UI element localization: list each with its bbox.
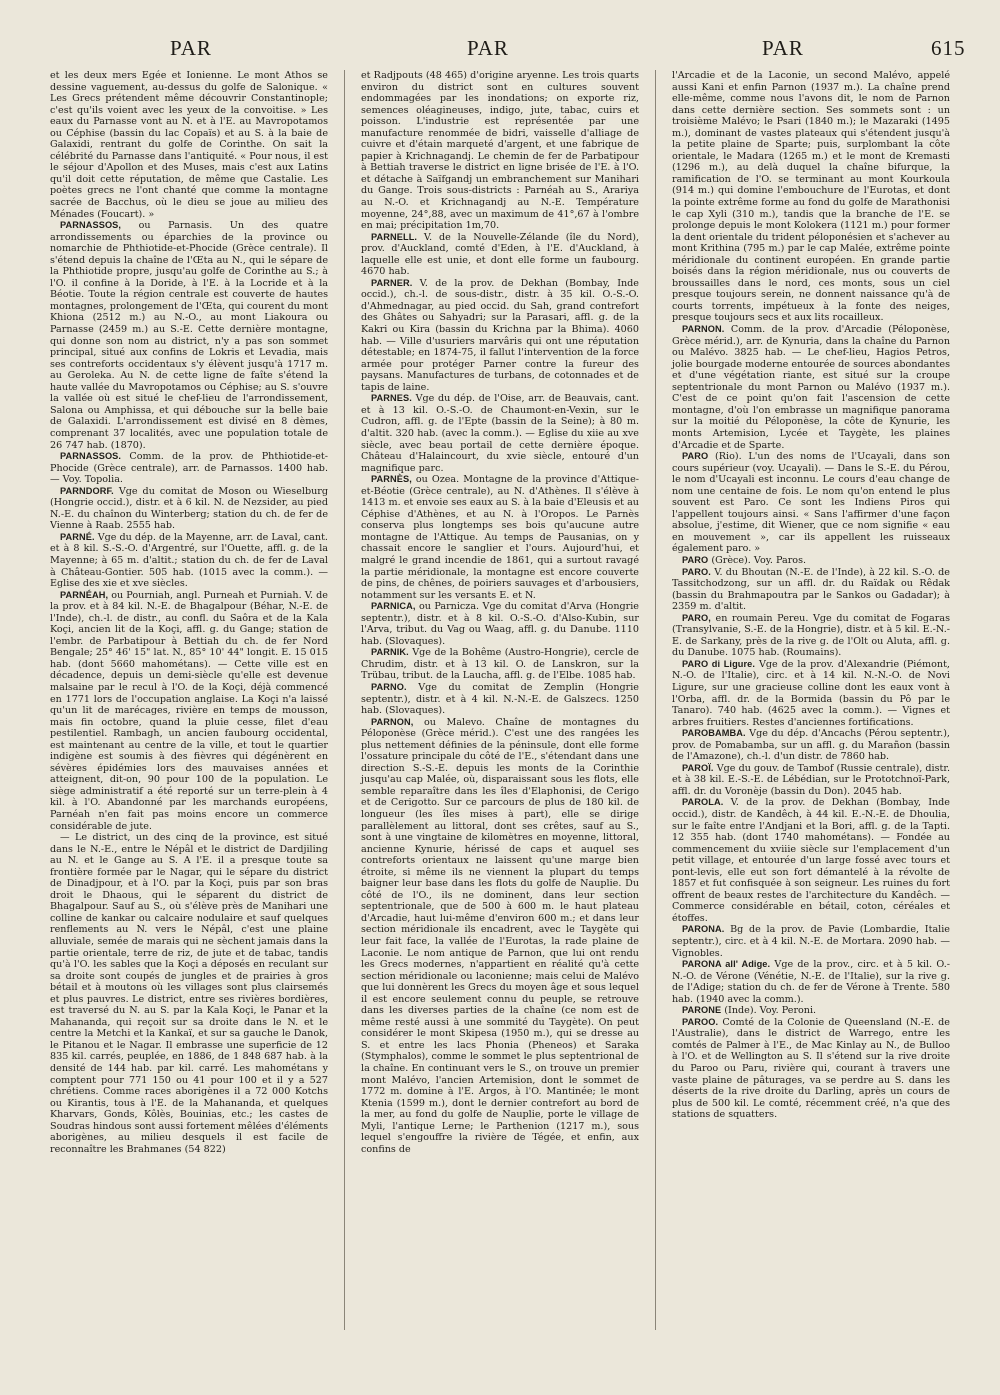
entry-headword: PARONE: [682, 1005, 722, 1016]
dictionary-entry: [672, 70, 950, 324]
entry-text: ou Parnicza. Vge du comitat d'Arva (Hongrie septentr.), distr. et à 8 kil. O.-S.-O. d'Also-Kubin, sur l'Arva, tribut. du Vag ou Waag, affl. g. du Danube. 1110 hab. (Slovaques).: [361, 601, 639, 647]
dictionary-entry: [672, 1017, 950, 1121]
dictionary-entry: [672, 567, 950, 613]
dictionary-entry: [50, 486, 328, 532]
dictionary-entry: [672, 797, 950, 924]
dictionary-entry: [361, 717, 639, 1156]
entry-text: en roumain Pereu. Vge du comitat de Fogaras (Transylvanie, S.-E. de la Hongrie), distr. et à 5 kil. E.-N.-E. de Sarkany, près de la rive g. de l'Olt ou Aluta, affl. g. du Danube. 1075 hab. (Roumains).: [672, 612, 950, 659]
entry-text: Vge du dép. de l'Oise, arr. de Beauvais, cant. et à 13 kil. O.-S.-O. de Chaumont-en-Vexin, sur le Cudron, affl. g. de l'Epte (bassin de la Seine); à 80 m. d'altit. 320 hab. (avec la comm.). — Eglise du xiie au xve siècle, avec beau portail de cette dernière époque. Château d'Halaincourt, du xvie siècle, entouré d'un magnifique parc.: [361, 393, 639, 474]
entry-headword: PARNÈS,: [371, 474, 412, 485]
entry-text: V. du Bhoutan (N.-E. de l'Inde), à 22 kil. S.-O. de Tassitchodzong, sur un affl. dr. du Raïdak ou Rêdak (bassin du Brahmapoutra par le Sankos ou Gadadar); à 2359 m. d'altit.: [672, 566, 950, 613]
dictionary-entry: [50, 220, 328, 451]
entry-text: Comm. de la prov. de Phthiotide-et-Phocide (Grèce centrale), arr. de Parnassos. 1400 hab. — Voy. Topolia.: [50, 451, 328, 486]
entry-headword: PARNELL.: [371, 231, 418, 242]
entry-headword: PARNASSOS.: [60, 451, 122, 462]
entry-headword: PARO.: [682, 566, 711, 577]
entry-headword: PARO di Ligure.: [682, 658, 756, 669]
entry-text: (Inde). Voy. Peroni.: [724, 1005, 817, 1017]
entry-headword: PAROO.: [682, 1016, 719, 1027]
dictionary-entry: [672, 959, 950, 1005]
dictionary-entry: [361, 70, 639, 232]
entry-text: ou Parnasis. Un des quatre arrondissements ou éparchies de la province ou nomarchie de Phthiotide-et-Phocide (Grèce centrale). Il s'étend depuis la chaîne de l'Œta au N., qui le sépare de la Phthiotide propre, jusqu'au golfe de Corinthe au S.; à l'O. il confine à la Doride, à l'E. à la Locride et à la Béotie. Toute la région centrale est couverte de hautes montagnes, prolongement de l'Œta, qui courent du mont Khiona (2512 m.) au N.-O., au mont Liakoura ou Parnasse (2459 m.) au S.-E. Cette dernière montagne, qui donne son nom au district, n'y a pas son sommet principal, situé aux confins de Lokris et Levadia, mais ses contreforts occidentaux s'y élèvent jusqu'à 1717 m. au Geroleka. Au N. de cette ligne de faîte s'étend la haute vallée du Mavropotamos ou Céphise; au S. s'ouvre la vallée où est situé le chef-lieu de l'arrondissement, Salona ou Amphissa, et qui débouche sur la belle baie de Galaxidi. L'arrondissement est divisé en 8 dèmes, comprenant 37 localités, avec une population totale de 26 747 hab. (1870).: [50, 220, 328, 451]
entry-text: Vge du comitat de Zemplin (Hongrie septentr.), distr. et à 4 kil. N.-N.-E. de Galszecs. 1250 hab. (Slovaques).: [361, 681, 639, 717]
dictionary-entry: [361, 393, 639, 474]
entry-headword: PARNICA,: [371, 601, 416, 612]
entry-headword: PARO: [682, 451, 709, 462]
entry-headword: PAROBAMBA.: [682, 728, 746, 739]
entry-text: Vge de la prov. d'Alexandrie (Piémont, N.-O. de l'Italie), circ. et à 14 kil. N.-N.-O. de Novi Ligure, sur une gracieuse colline dont les eaux vont à l'Orba, affl. dr. de la Bormida (bassin du Pô par le Tanaro). 740 hab. (4625 avec la comm.). — Vignes et arbres fruitiers. Restes d'anciennes fortifications.: [672, 658, 950, 728]
entry-headword: PARO: [682, 554, 709, 565]
column-2: [361, 70, 639, 1330]
entry-text: Comm. de la prov. d'Arcadie (Péloponèse, Grèce mérid.), arr. de Kynuria, dans la chaîne du Parnon ou Malévo. 3825 hab. — Le chef-lieu, Hagios Petros, jolie bourgade moderne entourée de sources abondantes et d'une végétation riante, est situé sur la croupe septentrionale du mont Parnon ou Malévo (1937 m.). C'est de ce point qu'on fait l'ascension de cette montagne, d'où l'on embrasse un magnifique panorama sur la moitié du Péloponèse, la côte de Kynurie, les monts Artemision, Lycée et Taygète, les plaines d'Arcadie et de Sparte.: [672, 324, 950, 451]
entry-headword: PARONA.: [682, 924, 725, 935]
entry-text: V. de la prov. de Dekhan (Bombay, Inde occid.), distr. de Kandêch, à 44 kil. E.-N.-E. de Dhoulia, sur le faîte entre l'Andjani et la Bori, affl. g. de la Tapti. 12 355 hab. (dont 1740 mahométans). — Fondée au commencement du xviiie siècle sur l'emplacement d'un petit village, et entourée d'un large fossé avec tours et pont-levis, elle eut son fort démantelé à la révolte de 1857 et fut confisquée à son seigneur. Les ruines du fort offrent de beaux restes de l'architecture du Kandêch. — Commerce considérable en bétail, coton, céréales et étoffes.: [672, 797, 950, 924]
entry-headword: PARO,: [682, 612, 711, 623]
dictionary-entry: [50, 590, 328, 832]
column-1: [50, 70, 328, 1330]
dictionary-entry: [361, 232, 639, 278]
entry-text: Comté de la Colonie de Queensland (N.-E. de l'Australie), dans le district de Warrego, entre les comtés de Palmer à l'E., de Mac Kinlay au N., de Bulloo à l'O. et de Wellington au S. Il s'étend sur la rive droite du Paroo ou Paru, rivière qui, courant à travers une vaste plaine de pâturages, va se perdre au S. dans les déserts de la rive droite du Darling, après un cours de plus de 500 kil. Le comté, récemment créé, n'a que des stations de squatters.: [672, 1016, 950, 1121]
entry-text: ou Pourniah, angl. Purneah et Purniah. V. de la prov. et à 84 kil. N.-E. de Bhagalpour (Béhar, N.-E. de l'Inde), ch.-l. de distr., au confl. du Saôra et de la Kala Koçi, ancien lit de la Koçi, affl. g. du Gange; station de l'embr. de Parbatipour à Bettiah du ch. de fer Nord Bengale; 25° 46' 15" lat. N., 85° 10' 44" longit. E. 15 015 hab. (dont 5660 mahométans). — Cette ville est en décadence, depuis un demi-siècle qu'elle est devenue malsaine par le recul à l'O. de la Koçi, déjà commencé en 1771 lors de l'occupation anglaise. La Koçi n'a laissé qu'un lit de marécages, rivière en temps de mousson, mais fin octobre, quand la pluie cesse, filet d'eau pestilentiel. Rambagh, un ancien faubourg occidental, est maintenant au centre de la ville, et tout le quartier indigène est soumis à des fièvres qui dégénèrent en sévères épidémies lors des mauvaises années et atteignent, dit-on, 90 pour 100 de la population. Le siège administratif a été reporté sur un terre-plein à 4 kil. à l'O. Abandonné par les marchands européens, Parnéah n'en fait pas moins encore un commerce considérable de jute.: [50, 589, 328, 832]
entry-headword: PARNON,: [371, 716, 414, 727]
dictionary-entry: [50, 451, 328, 486]
header-center-word: PAR: [467, 36, 509, 60]
dictionary-entry: [361, 682, 639, 717]
entry-text: Vge du gouv. de Tambof (Russie centrale), distr. et à 38 kil. E.-S.-E. de Lébédian, sur le Prototchnoï-Park, affl. dr. du Voronèje (bassin du Don). 2045 hab.: [672, 762, 950, 797]
running-header: [0, 36, 1000, 66]
dictionary-entry: [672, 1005, 950, 1017]
entry-text: ou Malevo. Chaîne de montagnes du Péloponèse (Grèce mérid.). C'est une des rangées les plus nettement définies de la péninsule, dont elle forme l'ossature principale du côté de l'E., s'étendant dans une direction S.-S.-E. depuis les monts de la Corinthie jusqu'au cap Malée, où, disparaissant sous les flots, elle semble reparaître dans les îles d'Elaphonisi, de Cerigo et de Cerigotto. Sur ce parcours de plus de 180 kil. de longueur (les îles mises à part), elle se dirige parallèlement au littoral, dont ses crêtes, sauf au S., sont à une vingtaine de kilomètres en moyenne, littoral, ancienne Kynurie, hérissé de caps et auquel ses contreforts orientaux ne laissent qu'une marge bien étroite, si même ils ne viennent la plupart du temps baigner leur base dans les flots du golfe de Nauplie. Du côté de l'O., ils ne dominent, dans leur section septentrionale, que de 500 à 600 m. le haut plateau d'Arcadie, haut lui-même d'environ 600 m.; et dans leur section méridionale ils encadrent, avec le Taygète qui leur fait face, la vallée de l'Eurotas, la rade plaine de Laconie. Le nom antique de Parnon, que lui ont rendu les Grecs modernes, n'appartient en réalité qu'à cette section méridionale ou laconienne; mais celui de Malévo que lui donnèrent les Grecs du moyen âge et sous lequel il est encore seulement connu du peuple, se retrouve dans les diverses parties de la chaîne (ce nom est de même resté aussi à une sommité du Taygète). On peut considérer le mont Skipesa (1950 m.), qui se dresse au S. et entre les lacs Phonia (Pheneos) et Saraka (Stymphalos), comme le sommet le plus septentrional de la chaîne. En continuant vers le S., on trouve un premier mont Malévo, l'ancien Artemision, dont le sommet de 1772 m. domine à l'E. Argos, à l'O. Mantinée; le mont Ktenia (1599 m.), dont le dernier contrefort au bord de la mer, au fond du golfe de Nauplie, porte le village de Myli, l'antique Lerne; le Parthenion (1217 m.), sous lequel s'engouffre la rivière de Tégée, et enfin, aux confins de: [361, 716, 639, 1155]
dictionary-entry: [361, 278, 639, 393]
entry-text: et les deux mers Egée et Ionienne. Le mont Athos se dessine vaguement, au-dessus du golfe de Salonique. « Les Grecs prétendent même découvrir Constantinople; c'est qu'ils voient avec les yeux de la convoitise. » Les eaux du Parnasse vont au N. et à l'E. au Mavropotamos ou Céphise (bassin du lac Copaïs) et au S. à la baie de Galaxidi, rentrant du golfe de Corinthe. On sait la célébrité du Parnasse dans l'antiquité. « Pour nous, il est le séjour d'Apollon et des Muses, mais c'est aux Latins qu'il doit cette réputation, de même que Castalie. Les poètes grecs ne l'ont chanté que comme la montagne sacrée de Bacchus, où le dieu se joue au milieu des Ménades (Foucart). »: [50, 70, 328, 220]
page-number: 615: [931, 36, 966, 60]
dictionary-entry: [361, 647, 639, 682]
entry-headword: PARONA all' Adige.: [682, 959, 771, 970]
entry-headword: PARNIK.: [371, 647, 409, 658]
entry-headword: PARNASSOS,: [60, 220, 122, 231]
dictionary-entry: [50, 832, 328, 1155]
dictionary-entry: [50, 70, 328, 220]
entry-text: et Radjpouts (48 465) d'origine aryenne. Les trois quarts environ du district sont en cultures souvent endommagées par les inondations; on exporte riz, semences oléagineuses, indigo, jute, tabac, cuirs et poisson. L'industrie est représentée par une manufacture renommée de bidri, vaisselle d'alliage de cuivre et d'étain marqueté d'argent, et une fabrique de papier à Krichnagandj. Le chemin de fer de Parbatipour à Bettiah traverse le district en ligne brisée de l'E. à l'O. et détache à Saïfgandj un embranchement sur Manihari du Gange. Trois sous-districts : Parnéah au S., Arariya au N.-O. et Krichnagandj au N.-E. Température moyenne, 24°,88, avec un maximum de 41°,67 à l'ombre en mai; précipitation 1m,70.: [361, 70, 639, 232]
entry-text: ou Ozea. Montagne de la province d'Attique-et-Béotie (Grèce centrale), au N. d'Athènes. Il s'élève à 1413 m. et envoie ses eaux au S. à la baie d'Eleusis et au Céphise d'Athènes, et au N. à l'Oropos. Le Parnès conserva plus longtemps ses bois qu'aucune autre montagne de l'Attique. Au temps de Pausanias, on y chassait encore le sanglier et l'ours. Aujourd'hui, et malgré le grand incendie de 1861, qui a surtout ravagé la partie méridionale, la montagne est encore couverte de pins, de chênes, de poiriers sauvages et d'arbousiers, notamment sur les versants E. et N.: [361, 474, 639, 601]
entry-headword: PAROÏ.: [682, 762, 714, 773]
entry-headword: PAROLA.: [682, 797, 724, 808]
entry-text: Vge de la prov., circ. et à 5 kil. O.-N.-O. de Vérone (Vénétie, N.-E. de l'Italie), sur la rive g. de l'Adige; station du ch. de fer de Vérone à Trente. 580 hab. (1940 avec la comm.).: [672, 959, 950, 1005]
entry-text: V. de la prov. de Dekhan (Bombay, Inde occid.), ch.-l. de sous-distr., distr. à 35 kil. O.-S.-O. d'Ahmednagar, au pied occid. du Sah, grand contrefort des Ghâtes ou Sahyadri; sur la Parasari, affl. g. de la Kakri ou Kira (bassin du Krichna par la Bhima). 4060 hab. — Ville d'usuriers marvâris qui ont une réputation détestable; en 1874-75, il fallut l'intervention de la force armée pour protéger Parner contre la fureur des paysans. Manufactures de turbans, de cotonnades et de tapis de laine.: [361, 277, 639, 393]
entry-text: (Grèce). Voy. Paros.: [711, 554, 807, 566]
entry-headword: PARNO.: [371, 681, 407, 692]
dictionary-entry: [361, 601, 639, 647]
dictionary-entry: [361, 474, 639, 601]
entry-headword: PARNON.: [682, 324, 725, 335]
text-columns: [50, 70, 950, 1330]
dictionary-entry: [672, 613, 950, 659]
entry-text: Bg de la prov. de Pavie (Lombardie, Italie septentr.), circ. et à 4 kil. N.-E. de Mortara. 2090 hab. — Vignobles.: [672, 924, 950, 959]
dictionary-entry: [672, 451, 950, 555]
entry-headword: PARNER.: [371, 277, 413, 288]
dictionary-entry: [672, 763, 950, 798]
dictionary-entry: [672, 555, 950, 567]
entry-headword: PARNÉAH,: [60, 589, 109, 600]
entry-headword: PARNES.: [371, 393, 412, 404]
column-3: [672, 70, 950, 1330]
dictionary-entry: [672, 324, 950, 451]
entry-headword: PARNÉ.: [60, 531, 95, 542]
entry-text: Vge de la Bohême (Austro-Hongrie), cercle de Chrudim, distr. et à 13 kil. O. de Lanskron, sur la Trübau, tribut. de la Laucha, affl. g. de l'Elbe. 1085 hab.: [361, 647, 639, 682]
entry-text: Vge du comitat de Moson ou Wieselburg (Hongrie occid.), distr. et à 6 kil. N. de Nezsider, au pied N.-E. du chaînon du Winterberg; station du ch. de fer de Vienne à Raab. 2555 hab.: [50, 485, 328, 532]
entry-text: (Rio). L'un des noms de l'Ucayali, dans son cours supérieur (voy. Ucayali). — Dans le S.-E. du Pérou, le nom d'Ucayali est inconnu. Le cours d'eau change de nom une centaine de fois. Le nom qu'on entend le plus souvent est Paro. Ce sont les Indiens Piros qui l'appellent toujours ainsi. « Sans l'affirmer d'une façon absolue, j'estime, dit Wiener, que ce nom signifie « eau en mouvement », car ils appellent les ruisseaux également paro. »: [672, 451, 950, 555]
dictionary-entry: [672, 728, 950, 763]
entry-text: V. de la Nouvelle-Zélande (île du Nord), prov. d'Auckland, comté d'Eden, à l'E. d'Auckland, à laquelle elle est unie, et dont elle forme un faubourg. 4670 hab.: [361, 231, 639, 278]
dictionary-entry: [672, 924, 950, 959]
entry-text: Vge du dép. d'Ancachs (Pérou septentr.), prov. de Pomabamba, sur un affl. g. du Marañon (bassin de l'Amazone), ch.-l. d'un distr. de 7860 hab.: [672, 728, 950, 763]
entry-text: Vge du dép. de la Mayenne, arr. de Laval, cant. et à 8 kil. S.-S.-O. d'Argentré, sur l'Ouette, affl. g. de la Mayenne; à 65 m. d'altit.; station du ch. de fer de Laval à Château-Gontier. 505 hab. (1015 avec la comm.). — Eglise des xie et xve siècles.: [50, 531, 328, 590]
header-right-word: PAR: [762, 36, 804, 60]
header-left-word: PAR: [170, 36, 212, 60]
entry-text: l'Arcadie et de la Laconie, un second Malévo, appelé aussi Kani et enfin Parnon (1937 m.). La chaîne prend elle-même, comme nous l'avons dit, le nom de Parnon dans cette dernière section. Ses sommets sont : un troisième Malévo; le Psari (1840 m.); le Mazaraki (1495 m.), dominant de vastes plateaux qui s'étendent jusqu'à la petite plaine de Sparte; puis, surplombant la côte orientale, le Madara (1265 m.) et le mont de Kremasti (1296 m.), au delà duquel la chaîne bifurque, la ramification de l'O. se terminant au mont Kourkoula (914 m.) qui domine l'embouchure de l'Eurotas, et dont la pointe extrême forme au fond du golfe de Marathonisi le cap Xyli (310 m.), tandis que la branche de l'E. se prolonge depuis le mont Kolokera (1121 m.) pour former la dent orientale du trident péloponésien et s'achever au mont Krithina (795 m.) par le cap Malée, extrême pointe méridionale du continent européen. En grande partie boisés dans la région méridionale, nus ou couverts de broussailles dans le nord, ces monts, sous un ciel presque toujours serein, ne donnent naissance qu'à de courts torrents, impétueux à la fonte des neiges, presque toujours secs et aux lits rocailleux.: [672, 70, 950, 324]
entry-text: — Le district, un des cinq de la province, est situé dans le N.-E., entre le Népâl et le district de Dardjiling au N. et le Gange au S. A l'E. il a presque toute sa frontière formée par le Nagar, qui le sépare du district de Dinadjpour, et à l'O. par la Koçi, puis par son bras droit le Dhaous, qui le séparent du district de Bhagalpour. Sauf au S., où s'élève près de Manihari une colline de kankar ou calcaire nodulaire et sauf quelques renflements au N. vers le Népâl, c'est une plaine alluviale, semée de marais qui ne sèchent jamais dans la partie orientale, terre de riz, de jute et de tabac, tandis qu'à l'O. les sables que la Koçi a déposés en reculant sur sa droite sont coupés de jungles et de prairies à gros bétail et à moutons où les villages sont plus clairsemés et plus pauvres. Le district, entre ses rivières bordières, est traversé du N. au S. par la Kala Koçi, le Panar et la Mahananda, qui reçoit sur sa droite dans le N. et le centre la Metchi et la Kankaï, et sur sa gauche le Danok, le Pitanou et le Nagar. Il embrasse une superficie de 12 835 kil. carrés, peuplée, en 1886, de 1 848 687 hab. à la densité de 144 hab. par kil. carré. Les mahométans y comptent pour 771 150 ou 41 pour 100 et il y a 527 chrétiens. Comme races aborigènes il a 72 000 Kotchs ou Kirantis, tous à l'E. de la Mahananda, et quelques Kharvars, Gonds, Kôlès, Bouinias, etc.; les castes de Soudras hindous sont aussi fortement mêlées d'éléments aborigènes, au milieu desquels il est facile de reconnaître les Brahmanes (54 822): [50, 832, 328, 1155]
dictionary-entry: [50, 532, 328, 590]
entry-headword: PARNDORF.: [60, 485, 114, 496]
dictionary-entry: [672, 659, 950, 728]
